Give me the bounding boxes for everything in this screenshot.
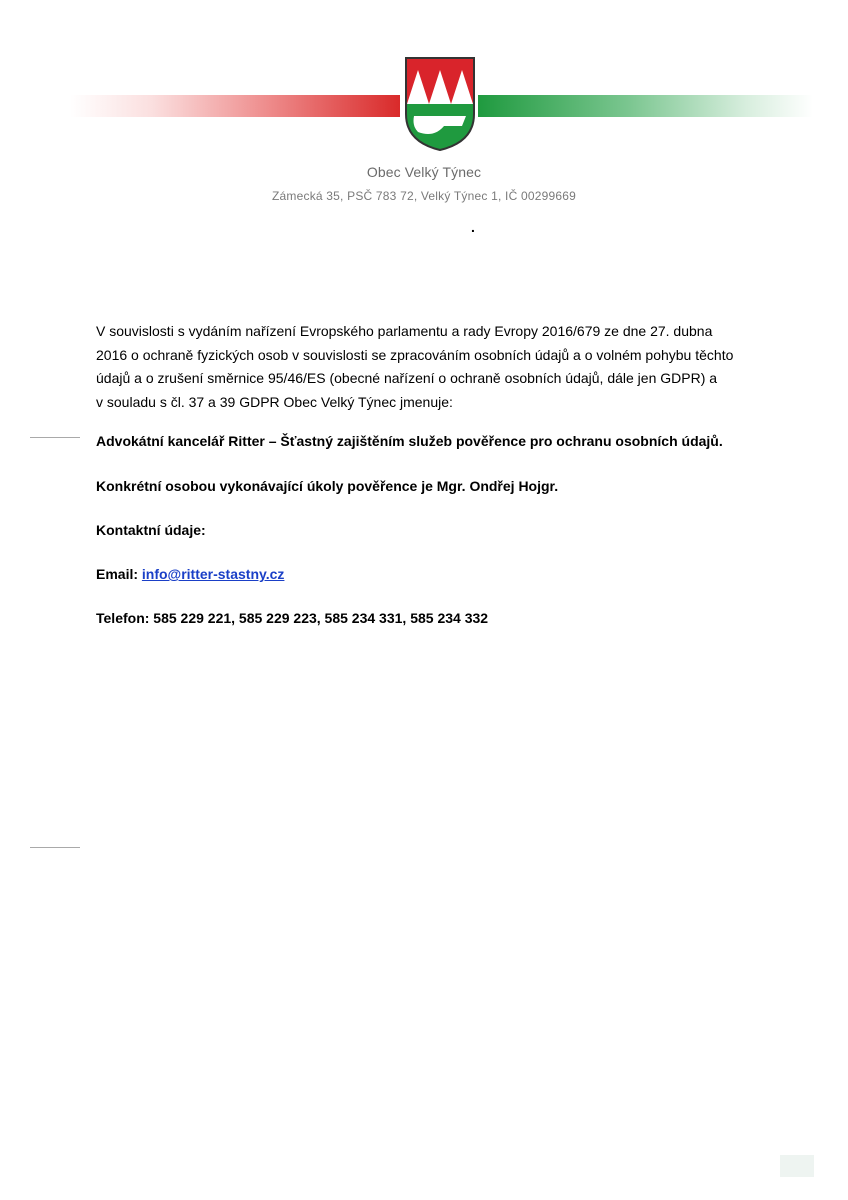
intro-line: v souladu s čl. 37 a 39 GDPR Obec Velký Týnec jmenuje: <box>96 393 453 410</box>
email-line <box>96 566 284 582</box>
phone-line: Telefon: 585 229 221, 585 229 223, 585 234 331, 585 234 332 <box>96 610 489 626</box>
separator-mark: . <box>471 219 475 235</box>
intro-line: údajů a o zrušení směrnice 95/46/ES (obecné nařízení o ochraně osobních údajů, dále jen GDPR) a <box>96 370 718 386</box>
intro-line: V souvislosti s vydáním nařízení Evropského parlamentu a rady Evropy 2016/679 ze dne 27. dubna <box>96 323 713 339</box>
margin-mark-bottom <box>30 847 80 848</box>
intro-line: 2016 o ochraně fyzických osob v souvislosti se zpracováním osobních údajů a o volném pohybu těchto <box>96 346 734 363</box>
email-link[interactable]: info@ritter-stastny.cz <box>141 566 285 582</box>
header-red-bar <box>70 95 400 117</box>
appointed-person: Konkrétní osobou vykonávající úkoly pověřence je Mgr. Ondřej Hojgr. <box>96 478 559 494</box>
email-label: Email: <box>96 566 142 582</box>
appointment-statement: Advokátní kancelář Ritter – Šťastný zajištěním služeb pověřence pro ochranu osobních údajů. <box>96 433 723 449</box>
contacts-heading: Kontaktní údaje: <box>96 522 206 538</box>
header-green-bar <box>478 95 813 117</box>
coat-of-arms-icon <box>404 56 476 152</box>
intro-paragraph <box>96 320 776 414</box>
organization-name: Obec Velký Týnec <box>366 164 482 180</box>
organization-address: Zámecká 35, PSČ 783 72, Velký Týnec 1, IČ 00299669 <box>272 189 576 203</box>
margin-mark-top <box>30 437 80 438</box>
footer-decoration <box>780 1155 814 1177</box>
